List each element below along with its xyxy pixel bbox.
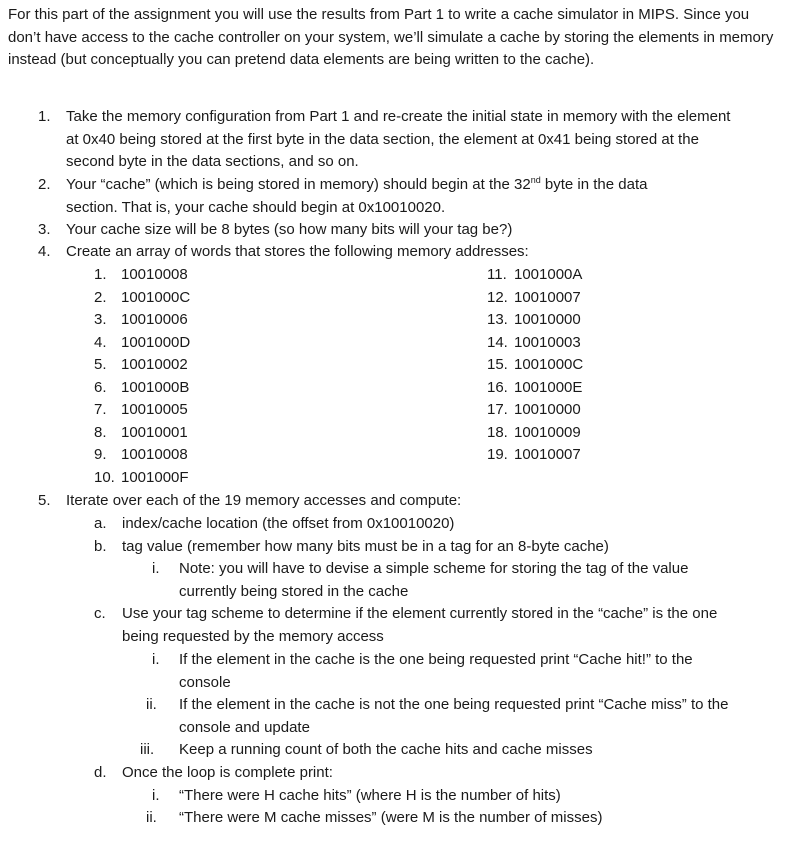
step-2-number: 2. [38, 176, 51, 193]
address-item: 6. 1001000B [94, 379, 190, 396]
step-3-number: 3. [38, 221, 51, 238]
address-item: 14. 10010003 [487, 334, 581, 351]
address-item: 2. 1001000C [94, 289, 191, 306]
address-item: 16. 1001000E [487, 379, 583, 396]
address-item: 11. 1001000A [487, 266, 583, 283]
address-item: 7. 10010005 [94, 401, 188, 418]
ordinal-suffix: nd [530, 175, 541, 185]
step-4-number: 4. [38, 243, 51, 260]
intro-paragraph: For this part of the assignment you will use the results from Part 1 to write a cache simulator in MIPS. Since you don’t have access to the cache controller on your system, we’ll simulate a cache by storing the elements in memory instead (but conceptually you can pretend data elements are being written to the cache). [8, 6, 774, 68]
address-item: 5. 10010002 [94, 356, 188, 373]
address-item: 17. 10010000 [487, 401, 581, 418]
step-4-text: Create an array of words that stores the following memory addresses: [66, 243, 529, 260]
address-item: 1. 10010008 [94, 266, 188, 283]
address-item: 8. 10010001 [94, 424, 188, 441]
address-item: 4. 1001000D [94, 334, 191, 351]
address-item: 10. 1001000F [94, 469, 189, 486]
address-item: 3. 10010006 [94, 311, 188, 328]
step-1-number: 1. [38, 108, 51, 125]
step-1-text: Take the memory configuration from Part 1 and re-create the initial state in memory with the element at 0x40 being stored at the first byte in the data section, the element at 0x41 being stored at the second byte in the data sections, and so on. [66, 108, 731, 170]
step-3-text: Your cache size will be 8 bytes (so how many bits will your tag be?) [66, 221, 513, 238]
step-2-text: Your “cache” (which is being stored in memory) should begin at the 32nd byte in the data section. That is, your cache should begin at 0x10010020. [66, 175, 648, 216]
address-item: 18. 10010009 [487, 424, 581, 441]
step-5-text: Iterate over each of the 19 memory accesses and compute: [66, 492, 462, 509]
address-item: 9. 10010008 [94, 446, 188, 463]
step-5-number: 5. [38, 492, 51, 509]
address-item: 19. 10010007 [487, 446, 581, 463]
address-item: 13. 10010000 [487, 311, 581, 328]
assignment-document: For this part of the assignment you will use the results from Part 1 to write a cache simulator in MIPS. Since you don’t have access to the cache controller on your system, we’ll simulate a cache by storing the elements in memory instead (but conceptually you can pretend data elements are being written to the cache). 1. Take the memory configuration from Part 1 and re-create the initial state in memory with the element at 0x40 being stored at the first byte in the data section, the element at 0x41 being stored at the second byte in the data sections, and so on. 2. Your “cache” (which is being stored in memory) should begin at the 32nd byte in the data section. That is, your cache should begin at 0x10010020. 3. Your cache size will be 8 bytes (so how many bits will your tag be?) 4. Create an array of words that stores the following memory addresses: 1. 10010008 2. 1001000C 3. 10010006 4. 1001000D 5. 10010002 6. 1001000B 7. 10010005 8. 10010001 9. 10010008 10. 1001000F 11. 1001000A 12. 10010007 13. 10010000 14. 10010003 15. 1001000C 16. 1001000E 17. 10010000 18. 10010009 19. 10010007 5. Iterate over each of the 19 memory accesses and compute: a. index/cache location (the offset from 0x10010020) b. tag value (remember how many bits must be in a tag for an 8-byte cache) i. Note: you will have to devise a simple scheme for storing the tag of the value currently being stored in the cache c. Use your tag scheme to determine if the element currently stored in the “cache” is the one being requested by the memory access i. If the element in the cache is the one being requested print “Cache hit!” to the console ii. If the element in the cache is not the one being requested print “Cache miss” to the console and update iii. Keep a running count of both the cache hits and cache misses d. Once the loop is complete print: i. “There were H cache hits” (where H is the number of hits) ii. “There were M cache misses” (were M is the number of misses) [0, 0, 787, 846]
address-item: 15. 1001000C [487, 356, 584, 373]
address-item: 12. 10010007 [487, 289, 581, 306]
